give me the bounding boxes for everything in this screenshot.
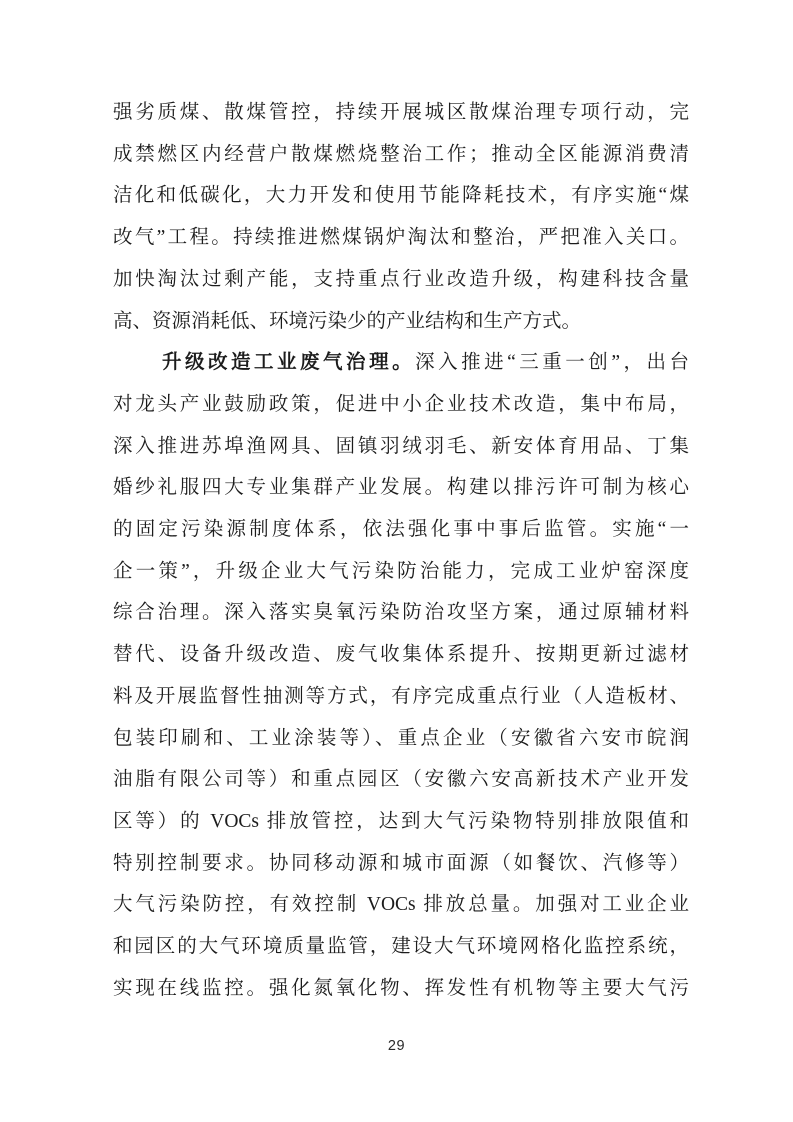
- body-line: 成禁燃区内经营户散煤燃烧整治工作；推动全区能源消费清: [113, 143, 689, 165]
- page-number: 29: [387, 1038, 406, 1054]
- body-line: 包装印刷和、工业涂装等）、重点企业（安徽省六安市皖润: [113, 727, 689, 749]
- body-line: 和园区的大气环境质量监管，建设大气环境网格化监控系统，: [113, 936, 689, 958]
- body-line: 区等）的 VOCs 排放管控，达到大气污染物特别排放限值和: [113, 810, 689, 832]
- paragraph-last-line: 高、资源消耗低、环境污染少的产业结构和生产方式。: [113, 310, 582, 332]
- body-line: 深入推进苏埠渔网具、固镇羽绒羽毛、新安体育用品、丁集: [113, 435, 689, 457]
- body-line: 洁化和低碳化，大力开发和使用节能降耗技术，有序实施“煤: [113, 185, 689, 207]
- heading-continuation-text: 深入推进“三重一创”，出台: [415, 352, 689, 374]
- body-line: 综合治理。深入落实臭氧污染防治攻坚方案，通过原辅材料: [113, 602, 689, 624]
- body-line: 料及开展监督性抽测等方式，有序完成重点行业（人造板材、: [113, 685, 689, 707]
- body-line: 改气”工程。持续推进燃煤锅炉淘汰和整治，严把准入关口。: [113, 227, 689, 249]
- body-line: 婚纱礼服四大专业集群产业发展。构建以排污许可制为核心: [113, 477, 689, 499]
- body-line: 对龙头产业鼓励政策，促进中小企业技术改造，集中布局，: [113, 393, 689, 415]
- body-line: 油脂有限公司等）和重点园区（安徽六安高新技术产业开发: [113, 769, 689, 791]
- section-heading: 升级改造工业废气治理。: [162, 352, 416, 374]
- body-line: 强劣质煤、散煤管控，持续开展城区散煤治理专项行动，完: [113, 102, 689, 123]
- text-block: [113, 92, 689, 1009]
- body-line: 替代、设备升级改造、废气收集体系提升、按期更新过滤材: [113, 644, 689, 666]
- body-line: 特别控制要求。协同移动源和城市面源（如餐饮、汽修等）: [113, 852, 689, 874]
- paragraph-heading-line: [113, 342, 689, 384]
- body-line: 的固定污染源制度体系，依法强化事中事后监管。实施“一: [113, 519, 689, 541]
- body-line: 大气污染防控，有效控制 VOCs 排放总量。加强对工业企业: [113, 894, 689, 916]
- body-line: 加快淘汰过剩产能，支持重点行业改造升级，构建科技含量: [113, 268, 689, 290]
- body-line: 企一策”，升级企业大气污染防治能力，完成工业炉窑深度: [113, 560, 689, 582]
- body-line: 实现在线监控。强化氮氧化物、挥发性有机物等主要大气污: [113, 977, 689, 999]
